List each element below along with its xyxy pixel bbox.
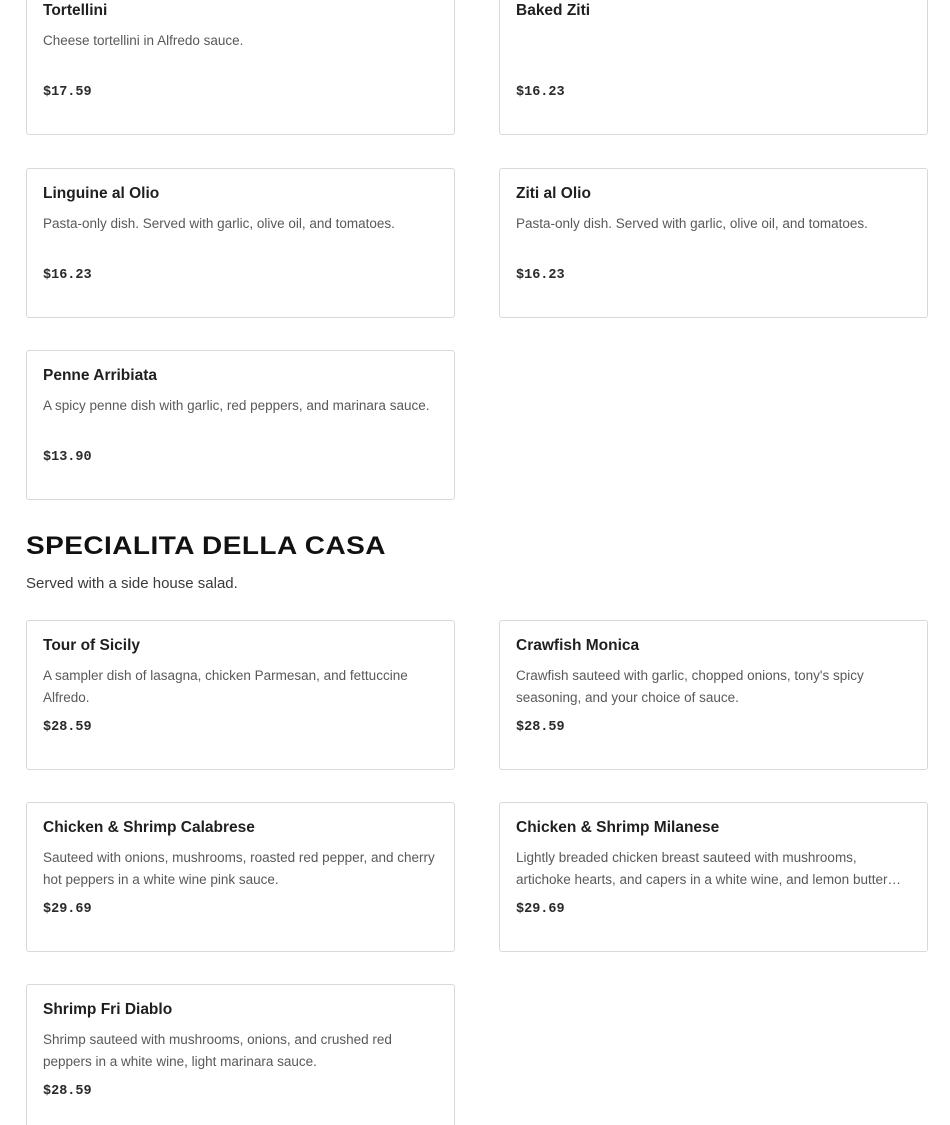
menu-item-card-shrimp-fri-diablo[interactable]	[26, 984, 455, 1125]
menu-item-card-linguine-al-olio[interactable]	[26, 168, 455, 318]
menu-item-price: $28.59	[43, 720, 92, 735]
menu-item-description: Crawfish sauteed with garlic, chopped onions, tony's spicy seasoning, and your choice of sauce.	[516, 668, 864, 705]
menu-item-name: Chicken & Shrimp Milanese	[516, 819, 720, 836]
menu-item-price: $16.23	[516, 85, 565, 100]
menu-item-name: Linguine al Olio	[43, 185, 160, 202]
menu-item-description: Sauteed with onions, mushrooms, roasted red pepper, and cherry hot peppers in a white wine pink sauce.	[43, 850, 435, 887]
menu-item-price: $17.59	[43, 85, 92, 100]
menu-item-price: $28.59	[516, 720, 565, 735]
section-title: SPECIALITA DELLA CASA	[26, 532, 386, 560]
menu-item-name: Shrimp Fri Diablo	[43, 1001, 173, 1018]
menu-item-price: $16.23	[43, 268, 92, 283]
menu-item-description: Pasta-only dish. Served with garlic, olive oil, and tomatoes.	[43, 216, 395, 231]
menu-item-price: $28.59	[43, 1084, 92, 1099]
menu-item-description: Pasta-only dish. Served with garlic, olive oil, and tomatoes.	[516, 216, 868, 231]
menu-item-card-penne-arribiata[interactable]	[26, 350, 455, 500]
menu-item-description: A spicy penne dish with garlic, red peppers, and marinara sauce.	[43, 398, 430, 413]
menu-item-description: A sampler dish of lasagna, chicken Parmesan, and fettuccine Alfredo.	[43, 668, 408, 705]
menu-item-price: $13.90	[43, 450, 92, 465]
menu-item-price: $16.23	[516, 268, 565, 283]
menu-item-name: Penne Arribiata	[43, 367, 157, 384]
menu-item-description: Shrimp sauteed with mushrooms, onions, and crushed red peppers in a white wine, light marinara sauce.	[43, 1032, 392, 1069]
menu-item-card-ziti-al-olio[interactable]	[499, 168, 928, 318]
menu-item-card-tortellini[interactable]	[26, 0, 455, 135]
menu-item-name: Baked Ziti	[516, 2, 591, 19]
menu-item-description: Lightly breaded chicken breast sauteed with mushrooms, artichoke hearts, and capers in a white wine, and lemon butter	[516, 850, 888, 887]
menu-item-description: Cheese tortellini in Alfredo sauce.	[43, 33, 244, 48]
menu-item-card-chicken-shrimp-calabrese[interactable]	[26, 802, 455, 952]
menu-item-price: $29.69	[43, 902, 92, 917]
menu-item-name: Chicken & Shrimp Calabrese	[43, 819, 255, 836]
menu-item-name: Ziti al Olio	[516, 185, 591, 202]
menu-item-card-baked-ziti[interactable]	[499, 0, 928, 135]
menu-item-name: Tour of Sicily	[43, 637, 141, 654]
menu-item-name: Crawfish Monica	[516, 637, 640, 654]
menu-item-card-tour-of-sicily[interactable]	[26, 620, 455, 770]
menu-item-price: $29.69	[516, 902, 565, 917]
menu-item-name: Tortellini	[43, 2, 108, 19]
menu-item-card-chicken-shrimp-milanese[interactable]	[499, 802, 928, 952]
section-subtitle: Served with a side house salad.	[26, 575, 238, 592]
menu-item-card-crawfish-monica[interactable]	[499, 620, 928, 770]
